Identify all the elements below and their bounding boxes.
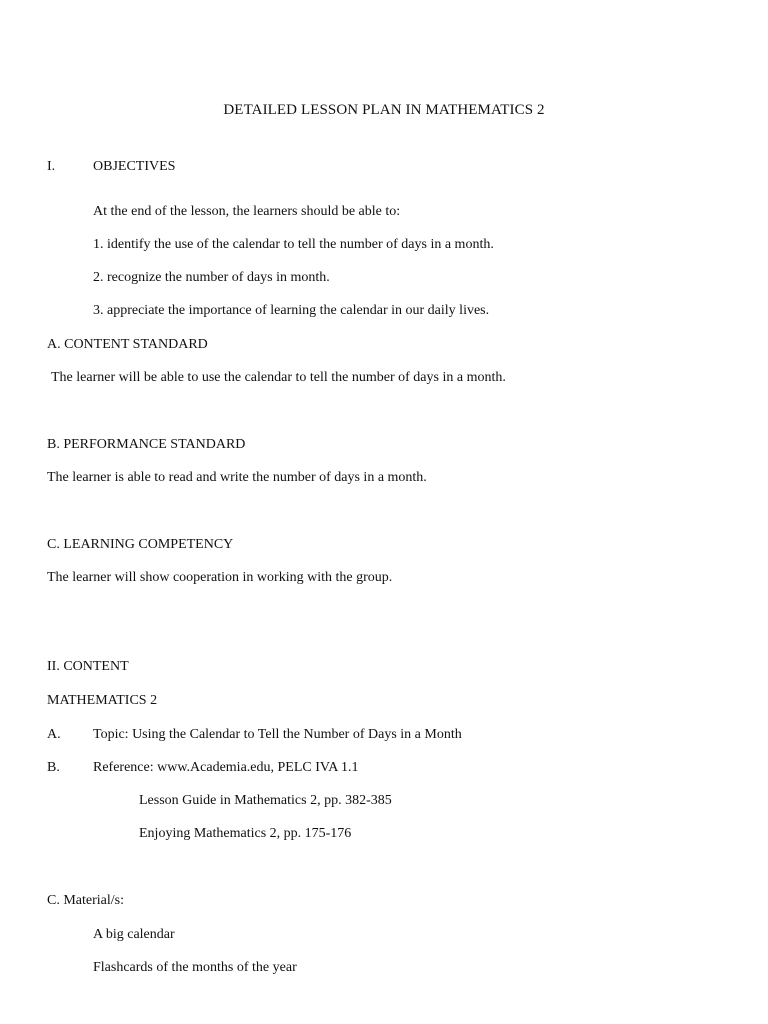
objective-item: 2. recognize the number of days in month. bbox=[93, 270, 330, 285]
material-item: Flashcards of the months of the year bbox=[93, 960, 297, 975]
performance-standard-text: The learner is able to read and write the number of days in a month. bbox=[47, 470, 427, 485]
objective-item: 3. appreciate the importance of learning the calendar in our daily lives. bbox=[93, 303, 490, 318]
reference-text: Reference: www.Academia.edu, PELC IVA 1.1 bbox=[93, 760, 359, 775]
reference-letter: B. bbox=[47, 760, 60, 775]
materials-heading: C. Material/s: bbox=[47, 893, 124, 908]
learning-competency-text: The learner will show cooperation in working with the group. bbox=[47, 570, 393, 585]
content-heading: II. CONTENT bbox=[47, 659, 129, 674]
content-standard-text: The learner will be able to use the calendar to tell the number of days in a month. bbox=[51, 370, 506, 385]
content-subject: MATHEMATICS 2 bbox=[47, 693, 158, 708]
topic-letter: A. bbox=[47, 727, 61, 742]
reference-extra: Lesson Guide in Mathematics 2, pp. 382-385 bbox=[139, 793, 392, 808]
learning-competency-heading: C. LEARNING COMPETENCY bbox=[47, 537, 234, 552]
objectives-intro: At the end of the lesson, the learners should be able to: bbox=[93, 204, 401, 219]
material-item: A big calendar bbox=[93, 927, 175, 942]
objective-item: 1. identify the use of the calendar to tell the number of days in a month. bbox=[93, 237, 494, 252]
performance-standard-heading: B. PERFORMANCE STANDARD bbox=[47, 437, 246, 452]
objectives-numeral: I. bbox=[47, 159, 56, 174]
content-standard-heading: A. CONTENT STANDARD bbox=[47, 337, 208, 352]
objectives-heading: OBJECTIVES bbox=[93, 159, 176, 174]
reference-extra: Enjoying Mathematics 2, pp. 175-176 bbox=[139, 826, 352, 841]
document-title: DETAILED LESSON PLAN IN MATHEMATICS 2 bbox=[223, 102, 545, 118]
topic-text: Topic: Using the Calendar to Tell the Number of Days in a Month bbox=[93, 727, 462, 742]
